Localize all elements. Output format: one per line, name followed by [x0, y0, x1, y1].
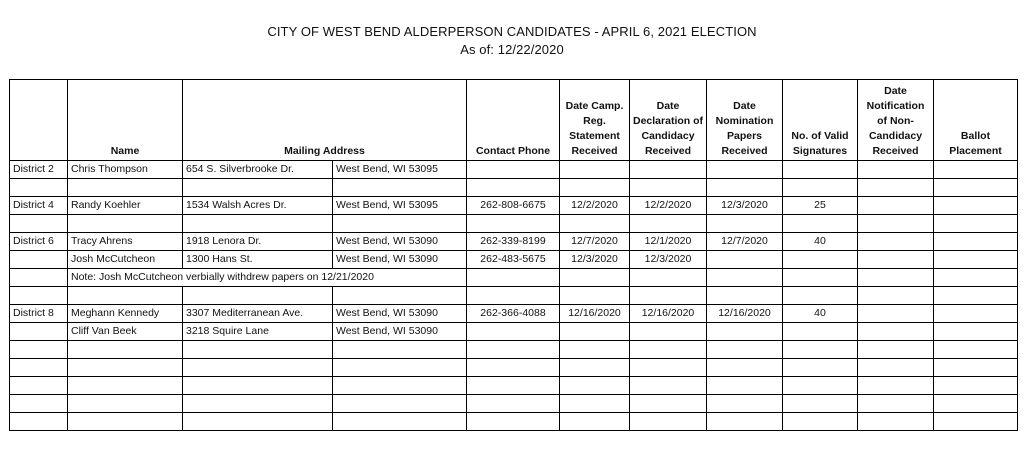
street-address-cell: 3307 Mediterranean Ave. — [183, 305, 333, 323]
valid-signatures-cell — [783, 287, 858, 305]
district-cell — [10, 323, 68, 341]
candidate-name-cell — [68, 395, 183, 413]
contact-phone-cell: 262-366-4088 — [467, 305, 560, 323]
ballot-placement-cell — [934, 287, 1018, 305]
date-camp-reg-cell: 12/2/2020 — [560, 197, 630, 215]
valid-signatures-cell — [783, 359, 858, 377]
district-cell — [10, 341, 68, 359]
valid-signatures-cell — [783, 341, 858, 359]
date-camp-reg-cell — [560, 413, 630, 431]
date-non-candidacy-cell — [858, 215, 934, 233]
ballot-placement-cell — [934, 161, 1018, 179]
candidate-name-cell: Tracy Ahrens — [68, 233, 183, 251]
contact-phone-cell — [467, 377, 560, 395]
date-nomination-cell — [707, 359, 783, 377]
ballot-placement-cell — [934, 215, 1018, 233]
city-state-zip-cell — [333, 287, 467, 305]
valid-signatures-cell — [783, 323, 858, 341]
table-row — [10, 395, 1018, 413]
date-non-candidacy-cell — [858, 341, 934, 359]
ballot-placement-cell — [934, 179, 1018, 197]
street-address-cell: 1918 Lenora Dr. — [183, 233, 333, 251]
date-camp-reg-cell — [560, 269, 630, 287]
ballot-placement-cell — [934, 341, 1018, 359]
date-non-candidacy-cell — [858, 287, 934, 305]
date-nomination-cell — [707, 377, 783, 395]
date-nomination-cell — [707, 341, 783, 359]
table-row — [10, 287, 1018, 305]
district-cell — [10, 287, 68, 305]
date-non-candidacy-cell — [858, 359, 934, 377]
date-declaration-cell — [630, 341, 707, 359]
date-declaration-cell: 12/16/2020 — [630, 305, 707, 323]
date-declaration-cell — [630, 413, 707, 431]
date-camp-reg-cell — [560, 215, 630, 233]
valid-signatures-cell — [783, 395, 858, 413]
street-address-cell — [183, 377, 333, 395]
valid-signatures-cell — [783, 251, 858, 269]
date-nomination-cell — [707, 413, 783, 431]
contact-phone-cell — [467, 215, 560, 233]
date-declaration-cell — [630, 215, 707, 233]
ballot-placement-cell — [934, 197, 1018, 215]
table-body — [10, 161, 1018, 431]
date-camp-reg-cell — [560, 377, 630, 395]
district-cell — [10, 179, 68, 197]
candidate-name-cell: Randy Koehler — [68, 197, 183, 215]
date-camp-reg-cell — [560, 395, 630, 413]
header-district — [10, 80, 68, 161]
header-ballot-placement: Ballot Placement — [934, 80, 1018, 161]
candidate-name-cell: Chris Thompson — [68, 161, 183, 179]
city-state-zip-cell — [333, 359, 467, 377]
table-row — [10, 377, 1018, 395]
date-non-candidacy-cell — [858, 161, 934, 179]
candidate-name-cell — [68, 287, 183, 305]
contact-phone-cell: 262-808-6675 — [467, 197, 560, 215]
valid-signatures-cell — [783, 377, 858, 395]
date-nomination-cell: 12/7/2020 — [707, 233, 783, 251]
contact-phone-cell: 262-339-8199 — [467, 233, 560, 251]
date-declaration-cell — [630, 179, 707, 197]
contact-phone-cell — [467, 269, 560, 287]
street-address-cell — [183, 395, 333, 413]
city-state-zip-cell: West Bend, WI 53090 — [333, 323, 467, 341]
contact-phone-cell — [467, 395, 560, 413]
district-cell — [10, 269, 68, 287]
ballot-placement-cell — [934, 359, 1018, 377]
valid-signatures-cell: 25 — [783, 197, 858, 215]
city-state-zip-cell: West Bend, WI 53095 — [333, 197, 467, 215]
header-name: Name — [68, 80, 183, 161]
date-non-candidacy-cell — [858, 305, 934, 323]
contact-phone-cell — [467, 287, 560, 305]
date-nomination-cell: 12/3/2020 — [707, 197, 783, 215]
valid-signatures-cell — [783, 269, 858, 287]
date-camp-reg-cell — [560, 179, 630, 197]
candidate-name-cell — [68, 413, 183, 431]
candidate-name-cell — [68, 377, 183, 395]
valid-signatures-cell — [783, 179, 858, 197]
district-cell — [10, 251, 68, 269]
date-nomination-cell — [707, 215, 783, 233]
date-declaration-cell — [630, 161, 707, 179]
table-row — [10, 251, 1018, 269]
table-row — [10, 359, 1018, 377]
city-state-zip-cell — [333, 341, 467, 359]
street-address-cell — [183, 413, 333, 431]
ballot-placement-cell — [934, 269, 1018, 287]
city-state-zip-cell — [333, 413, 467, 431]
header-row — [10, 80, 1018, 161]
date-declaration-cell: 12/2/2020 — [630, 197, 707, 215]
street-address-cell — [183, 341, 333, 359]
date-non-candidacy-cell — [858, 251, 934, 269]
street-address-cell — [183, 179, 333, 197]
street-address-cell: 3218 Squire Lane — [183, 323, 333, 341]
contact-phone-cell: 262-483-5675 — [467, 251, 560, 269]
header-date-camp-reg: Date Camp. Reg. Statement Received — [560, 80, 630, 161]
date-non-candidacy-cell — [858, 323, 934, 341]
header-valid-signatures: No. of Valid Signatures — [783, 80, 858, 161]
city-state-zip-cell — [333, 179, 467, 197]
ballot-placement-cell — [934, 413, 1018, 431]
street-address-cell — [183, 359, 333, 377]
candidate-name-cell — [68, 215, 183, 233]
candidate-name-cell — [68, 179, 183, 197]
date-nomination-cell — [707, 161, 783, 179]
table-row — [10, 413, 1018, 431]
city-state-zip-cell: West Bend, WI 53090 — [333, 305, 467, 323]
ballot-placement-cell — [934, 305, 1018, 323]
date-declaration-cell: 12/1/2020 — [630, 233, 707, 251]
date-declaration-cell — [630, 359, 707, 377]
date-non-candidacy-cell — [858, 179, 934, 197]
city-state-zip-cell — [333, 377, 467, 395]
district-cell — [10, 395, 68, 413]
contact-phone-cell — [467, 161, 560, 179]
ballot-placement-cell — [934, 395, 1018, 413]
date-non-candidacy-cell — [858, 233, 934, 251]
date-nomination-cell — [707, 269, 783, 287]
as-of-date: As of: 12/22/2020 — [460, 42, 564, 57]
city-state-zip-cell — [333, 215, 467, 233]
ballot-placement-cell — [934, 233, 1018, 251]
district-cell — [10, 215, 68, 233]
valid-signatures-cell: 40 — [783, 233, 858, 251]
candidate-name-cell: Josh McCutcheon — [68, 251, 183, 269]
date-nomination-cell: 12/16/2020 — [707, 305, 783, 323]
candidate-name-cell — [68, 359, 183, 377]
district-cell: District 4 — [10, 197, 68, 215]
valid-signatures-cell — [783, 413, 858, 431]
table-row — [10, 269, 1018, 287]
district-cell — [10, 377, 68, 395]
date-declaration-cell — [630, 287, 707, 305]
table-row — [10, 341, 1018, 359]
table-row — [10, 161, 1018, 179]
candidate-name-cell — [68, 341, 183, 359]
contact-phone-cell — [467, 359, 560, 377]
district-cell: District 2 — [10, 161, 68, 179]
date-nomination-cell — [707, 287, 783, 305]
district-cell: District 6 — [10, 233, 68, 251]
date-non-candidacy-cell — [858, 395, 934, 413]
date-camp-reg-cell: 12/7/2020 — [560, 233, 630, 251]
contact-phone-cell — [467, 179, 560, 197]
date-non-candidacy-cell — [858, 197, 934, 215]
date-declaration-cell — [630, 323, 707, 341]
city-state-zip-cell: West Bend, WI 53095 — [333, 161, 467, 179]
contact-phone-cell — [467, 413, 560, 431]
ballot-placement-cell — [934, 323, 1018, 341]
document-title: CITY OF WEST BEND ALDERPERSON CANDIDATES - APRIL 6, 2021 ELECTION — [267, 24, 757, 39]
city-state-zip-cell — [333, 395, 467, 413]
candidate-name-cell: Meghann Kennedy — [68, 305, 183, 323]
table-row — [10, 215, 1018, 233]
date-camp-reg-cell — [560, 341, 630, 359]
date-declaration-cell: 12/3/2020 — [630, 251, 707, 269]
table-row — [10, 305, 1018, 323]
date-camp-reg-cell: 12/16/2020 — [560, 305, 630, 323]
date-camp-reg-cell — [560, 323, 630, 341]
date-nomination-cell — [707, 179, 783, 197]
ballot-placement-cell — [934, 251, 1018, 269]
header-date-nomination: Date Nomination Papers Received — [707, 80, 783, 161]
street-address-cell: 1534 Walsh Acres Dr. — [183, 197, 333, 215]
table-row — [10, 233, 1018, 251]
date-camp-reg-cell — [560, 161, 630, 179]
header-date-declaration: Date Declaration of Candidacy Received — [630, 80, 707, 161]
contact-phone-cell — [467, 323, 560, 341]
district-cell — [10, 359, 68, 377]
date-non-candidacy-cell — [858, 269, 934, 287]
city-state-zip-cell: West Bend, WI 53090 — [333, 233, 467, 251]
valid-signatures-cell — [783, 161, 858, 179]
date-non-candidacy-cell — [858, 413, 934, 431]
date-camp-reg-cell: 12/3/2020 — [560, 251, 630, 269]
table-row — [10, 323, 1018, 341]
table-row — [10, 197, 1018, 215]
date-declaration-cell — [630, 269, 707, 287]
date-camp-reg-cell — [560, 287, 630, 305]
header-date-non-candidacy: Date Notification of Non-Candidacy Received — [858, 80, 934, 161]
header-mailing-address: Mailing Address — [183, 80, 467, 161]
table-row — [10, 179, 1018, 197]
district-cell — [10, 413, 68, 431]
date-nomination-cell — [707, 395, 783, 413]
valid-signatures-cell: 40 — [783, 305, 858, 323]
city-state-zip-cell: West Bend, WI 53090 — [333, 251, 467, 269]
date-nomination-cell — [707, 323, 783, 341]
street-address-cell — [183, 215, 333, 233]
date-camp-reg-cell — [560, 359, 630, 377]
date-nomination-cell — [707, 251, 783, 269]
note-cell: Note: Josh McCutcheon verbially withdrew papers on 12/21/2020 — [68, 269, 467, 287]
street-address-cell — [183, 287, 333, 305]
candidate-name-cell: Cliff Van Beek — [68, 323, 183, 341]
valid-signatures-cell — [783, 215, 858, 233]
header-contact-phone: Contact Phone — [467, 80, 560, 161]
district-cell: District 8 — [10, 305, 68, 323]
street-address-cell: 654 S. Silverbrooke Dr. — [183, 161, 333, 179]
date-declaration-cell — [630, 377, 707, 395]
date-non-candidacy-cell — [858, 377, 934, 395]
ballot-placement-cell — [934, 377, 1018, 395]
date-declaration-cell — [630, 395, 707, 413]
contact-phone-cell — [467, 341, 560, 359]
street-address-cell: 1300 Hans St. — [183, 251, 333, 269]
candidates-table — [9, 79, 1018, 431]
